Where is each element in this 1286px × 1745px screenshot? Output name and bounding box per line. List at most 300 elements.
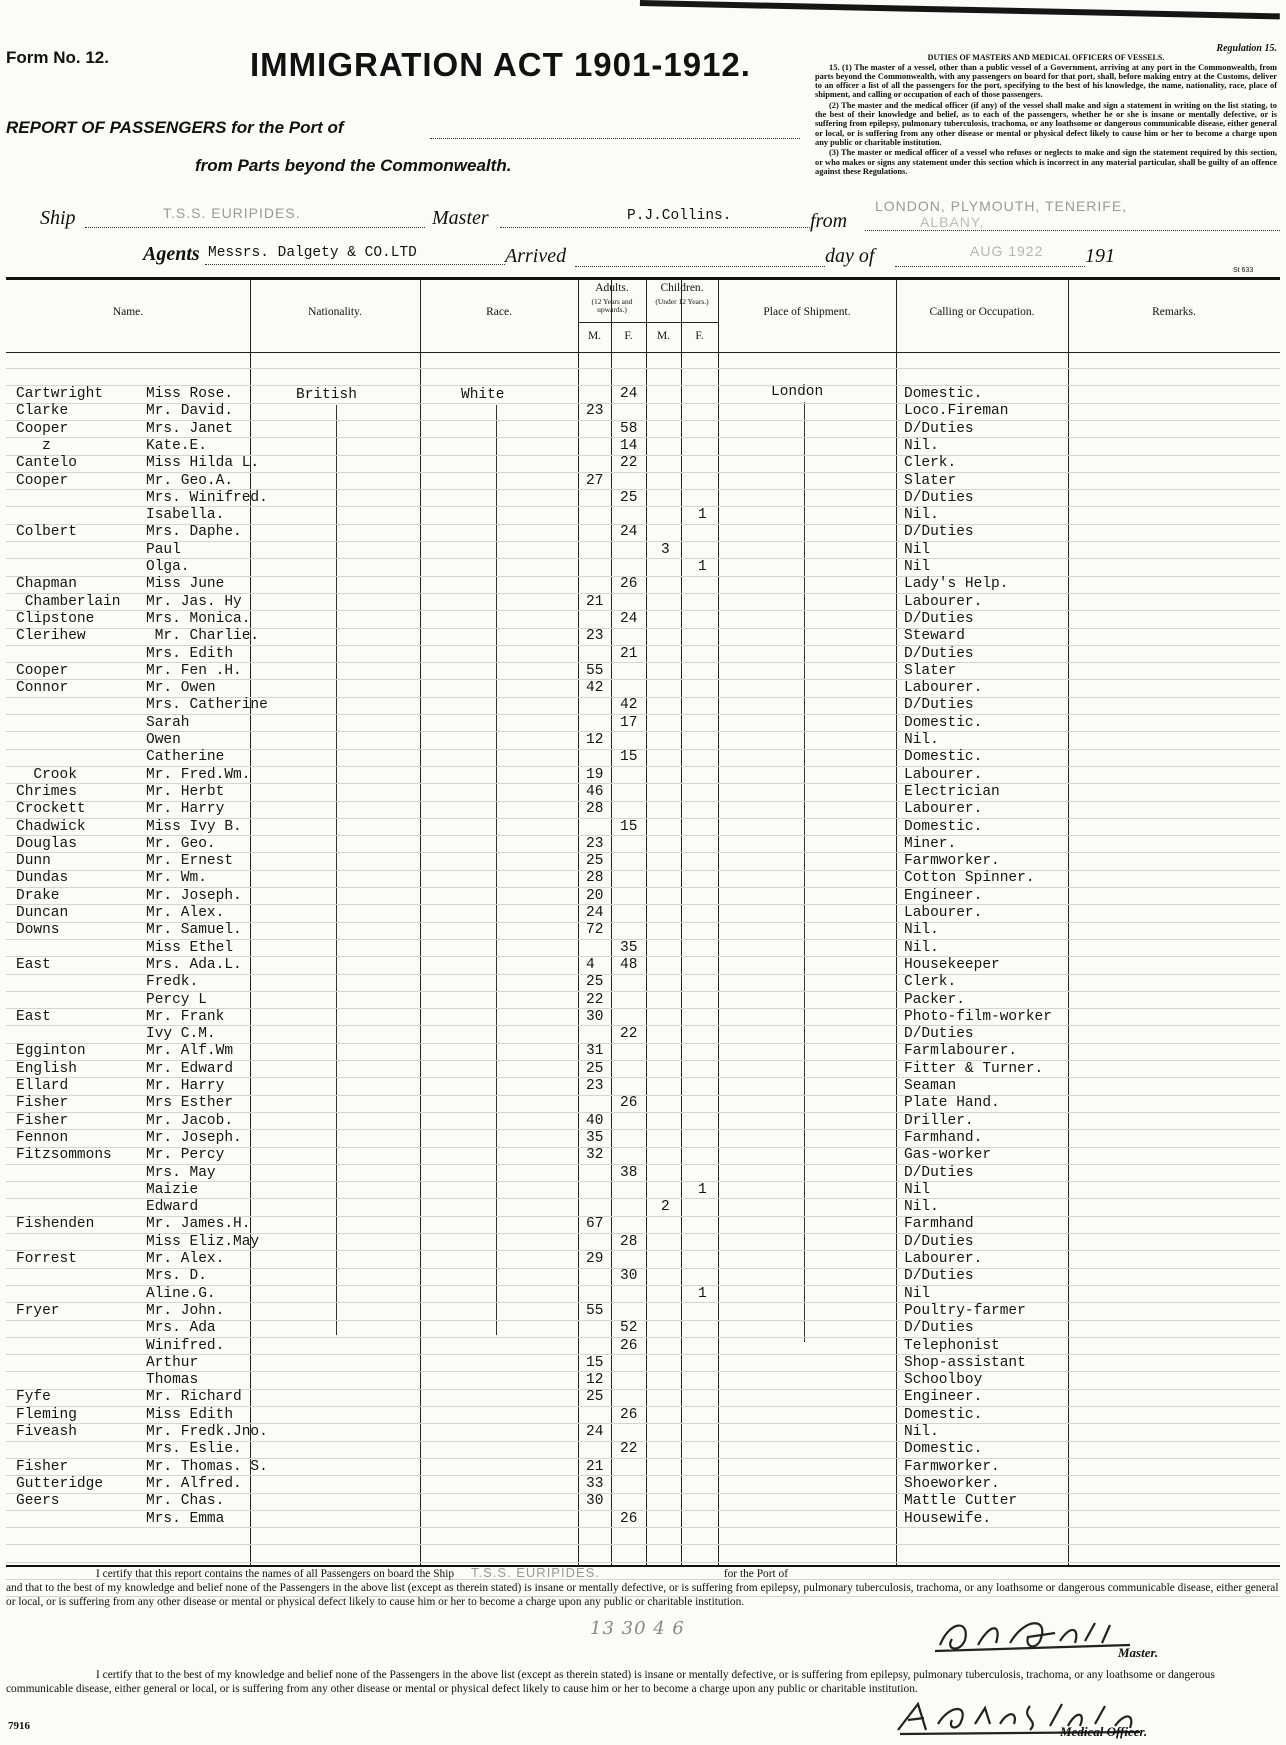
passenger-occupation: Nil. — [904, 507, 939, 524]
adult-female-age: 14 — [620, 437, 638, 454]
passenger-table — [6, 277, 1280, 1567]
passenger-given-name: Mr. John. — [146, 1302, 225, 1319]
ruled-line — [6, 1544, 1280, 1545]
passenger-given-name: Miss Rose. — [146, 386, 234, 402]
child-male-age: 2 — [661, 1199, 670, 1216]
passenger-given-name: Ivy C.M. — [146, 1026, 216, 1043]
adult-male-age: 32 — [586, 1147, 604, 1164]
adult-female-age: 25 — [620, 489, 638, 506]
from-value-2: ALBANY, — [920, 214, 985, 230]
passenger-occupation: D/Duties — [904, 420, 974, 437]
passenger-given-name: Mrs. Daphe. — [146, 524, 242, 541]
passenger-given-name: Winifred. — [146, 1337, 225, 1354]
passenger-given-name: Edward — [146, 1199, 199, 1216]
passenger-given-name: Mr. Harry — [146, 801, 225, 818]
passenger-surname: Colbert — [16, 524, 77, 541]
adult-male-age: 15 — [586, 1354, 604, 1371]
medical-officer-label: Medical Officer. — [1060, 1724, 1148, 1739]
passenger-given-name: Mr. Joseph. — [146, 1129, 242, 1146]
adult-male-age: 28 — [586, 801, 604, 818]
regulation-para-2: (2) The master and the medical officer (if any) of the vessel shall make and sign a statement in writing on the list stating, to the best of their knowledge and belief, as to each of the passengers, whether he or she is insane or mentally defective, or is suffering from epilepsy, pulmonary tuberculosis, trachoma, or any loathsome or dangerous communicable disease, either general or local, or is suffering from any other disease or mental or physical defect likely to cause him or her to become a charge upon any public or charitable institution. — [815, 100, 1277, 147]
place-col-header: Place of Shipment. — [763, 306, 851, 318]
passenger-given-name: Mr. Wm. — [146, 870, 207, 887]
adult-male-age: 23 — [586, 835, 604, 852]
ship-label: Ship — [40, 207, 76, 229]
children-subheader: (Under 12 Years.) — [655, 297, 709, 306]
passenger-occupation: Domestic. — [904, 386, 983, 402]
form-number: Form No. 12. — [6, 48, 109, 67]
passenger-given-name: Mrs. Winifred. — [146, 489, 268, 506]
adult-female-age: 48 — [620, 956, 638, 973]
passenger-given-name: Mrs. Catherine — [146, 697, 268, 714]
passenger-surname: Fisher — [16, 1095, 69, 1112]
passenger-given-name: Mr. Charlie. — [146, 628, 260, 645]
adult-male-age: 30 — [586, 1008, 604, 1025]
race-value: White — [461, 387, 505, 403]
passenger-given-name: Mr. Samuel. — [146, 922, 242, 939]
passenger-occupation: Nil — [904, 1181, 931, 1198]
top-edge-mark — [640, 0, 1280, 19]
passenger-occupation: Clerk. — [904, 455, 957, 472]
children-m-header: M. — [656, 330, 671, 342]
passenger-occupation: Mattle Cutter — [904, 1493, 1018, 1510]
adult-male-age: 20 — [586, 887, 604, 904]
passenger-given-name: Mr. James.H. — [146, 1216, 251, 1233]
adult-male-age: 22 — [586, 991, 604, 1008]
passenger-surname: Fishenden — [16, 1216, 95, 1233]
passenger-occupation: Farmworker. — [904, 1458, 1000, 1475]
adult-female-age: 17 — [620, 714, 638, 731]
adult-female-age: 52 — [620, 1320, 638, 1337]
adults-col-header: Adults. — [595, 282, 629, 294]
passenger-given-name: Miss Hilda L. — [146, 455, 260, 472]
adult-female-age: 26 — [620, 1510, 638, 1527]
dayof-label: day of — [825, 245, 875, 267]
passenger-surname: Cantelo — [16, 455, 77, 472]
calling-col-header: Calling or Occupation. — [929, 306, 1035, 318]
adult-male-age: 30 — [586, 1493, 604, 1510]
passenger-surname: English — [16, 1060, 77, 1077]
adult-female-age: 26 — [620, 1337, 638, 1354]
child-male-age: 3 — [661, 541, 670, 558]
remarks-col-header: Remarks. — [1152, 306, 1196, 318]
regulation-subheading: DUTIES OF MASTERS AND MEDICAL OFFICERS OF VESSELS. — [927, 53, 1165, 63]
passenger-occupation: Schoolboy — [904, 1372, 983, 1389]
passenger-surname: Clarke — [16, 403, 69, 420]
passenger-occupation: Domestic. — [904, 1441, 983, 1458]
adult-male-age: 40 — [586, 1112, 604, 1129]
passenger-occupation: Steward — [904, 628, 965, 645]
passenger-given-name: Mr. Harry — [146, 1078, 225, 1094]
adult-female-age: 22 — [620, 455, 638, 472]
passenger-occupation: Housewife. — [904, 1510, 992, 1527]
passenger-given-name: Mr. Fen .H. — [146, 662, 242, 679]
master-certificate — [6, 1566, 1280, 1609]
passenger-surname: Fleming — [16, 1406, 77, 1423]
passenger-surname: Drake — [16, 887, 60, 904]
adults-f-header: F. — [624, 330, 633, 342]
child-female-age: 1 — [698, 559, 707, 575]
passenger-occupation: D/Duties — [904, 1233, 974, 1250]
passenger-given-name: Mrs. Ada.L. — [146, 956, 242, 973]
agents-line — [205, 264, 505, 265]
passenger-occupation: Gas-worker — [904, 1147, 992, 1164]
adult-female-age: 26 — [620, 1095, 638, 1112]
passenger-occupation: Loco.Fireman — [904, 403, 1009, 420]
adult-male-age: 23 — [586, 628, 604, 645]
arrived-line — [575, 266, 825, 267]
passenger-given-name: Mrs. D. — [146, 1268, 207, 1285]
passenger-given-name: Mrs. Edith — [146, 645, 234, 662]
adult-female-age: 30 — [620, 1268, 638, 1285]
agents-value: Messrs. Dalgety & CO.LTD — [208, 245, 417, 261]
adult-female-age: 58 — [620, 420, 638, 437]
child-female-age: 1 — [698, 507, 707, 524]
form-title: IMMIGRATION ACT 1901-1912. — [250, 46, 751, 83]
passenger-surname: Gutteridge — [16, 1475, 104, 1492]
ditto-line-place — [804, 402, 805, 1342]
passenger-occupation: Housekeeper — [904, 956, 1000, 973]
passenger-occupation: Farmworker. — [904, 853, 1000, 870]
child-female-age: 1 — [698, 1285, 707, 1302]
passenger-occupation: Nil — [904, 559, 931, 575]
passenger-surname: Cooper — [16, 662, 69, 679]
adult-male-age: 33 — [586, 1475, 604, 1492]
ruled-line — [6, 714, 1280, 715]
master-cert-body: and that to the best of my knowledge and belief none of the Passengers in the above list (except as therein stated) is insane or mentally defective, or is suffering from epilepsy, pulmonary tuberculosis, trachoma, or any loathsome or dangerous communicable disease, either general or local, or is suffering from any other disease or mental or physical defect likely to cause him or her to become a charge upon any public or charitable institution. — [6, 1582, 1279, 1608]
passenger-occupation: Cotton Spinner. — [904, 870, 1035, 887]
year-label: 191 — [1085, 245, 1115, 267]
adult-male-age: 25 — [586, 974, 604, 991]
passenger-occupation: Domestic. — [904, 749, 983, 766]
passenger-occupation: Fitter & Turner. — [904, 1060, 1044, 1077]
passenger-occupation: Labourer. — [904, 593, 983, 610]
passenger-given-name: Mr. Joseph. — [146, 887, 242, 904]
passenger-given-name: Thomas — [146, 1372, 199, 1389]
mf-rule — [578, 322, 718, 323]
passenger-occupation: D/Duties — [904, 1268, 974, 1285]
adult-male-age: 25 — [586, 1060, 604, 1077]
passenger-occupation: D/Duties — [904, 524, 974, 541]
ship-value: T.S.S. EURIPIDES. — [163, 205, 301, 221]
master-cert-ship: T.S.S. EURIPIDES. — [470, 1565, 600, 1580]
passenger-surname: Fennon — [16, 1129, 69, 1146]
adult-male-age: 21 — [586, 1458, 604, 1475]
passenger-given-name: Percy L — [146, 991, 207, 1008]
form-code: St 633 — [1233, 267, 1254, 274]
ruled-line — [6, 558, 1280, 559]
master-line — [500, 227, 810, 228]
passenger-occupation: Telephonist — [904, 1337, 1000, 1354]
adult-female-age: 28 — [620, 1233, 638, 1250]
passenger-occupation: Labourer. — [904, 1251, 983, 1267]
passenger-surname: Cooper — [16, 472, 69, 489]
passenger-occupation: Slater — [904, 662, 957, 679]
passenger-occupation: Poultry-farmer — [904, 1302, 1026, 1319]
port-line — [430, 138, 800, 139]
passenger-given-name: Isabella. — [146, 507, 225, 524]
passenger-surname: Fisher — [16, 1458, 69, 1475]
passenger-given-name: Miss Edith — [146, 1406, 234, 1423]
header-rule — [6, 352, 1280, 353]
passenger-given-name: Mr. Geo. — [146, 835, 216, 852]
passenger-occupation: Nil. — [904, 732, 939, 748]
passenger-given-name: Mrs. Ada — [146, 1320, 216, 1337]
passenger-occupation: D/Duties — [904, 645, 974, 662]
adult-female-age: 24 — [620, 610, 638, 627]
passenger-surname: Cartwright — [16, 386, 104, 402]
adult-male-age: 72 — [586, 922, 604, 939]
medical-cert-body: I certify that to the best of my knowledge and belief none of the Passengers in the above list (except as therein stated) is insane or mentally defective, or is suffering from epilepsy, pulmonary tuberculosis, trachoma, or any loathsome or dangerous communicable disease, either general or local, or is suffering from any other disease or mental or physical defect likely to cause him or her to become a charge upon any public or charitable institution. — [6, 1669, 1215, 1695]
passenger-given-name: Olga. — [146, 559, 190, 575]
passenger-occupation: Slater — [904, 472, 957, 489]
passenger-occupation: Labourer. — [904, 766, 983, 783]
adult-male-age: 21 — [586, 593, 604, 610]
passenger-surname: Duncan — [16, 905, 69, 921]
passenger-given-name: Miss Ivy B. — [146, 818, 242, 835]
passenger-given-name: Mr. Edward — [146, 1060, 234, 1077]
print-code: 7916 — [8, 1720, 30, 1732]
passenger-given-name: Miss June — [146, 576, 225, 593]
passenger-occupation: D/Duties — [904, 610, 974, 627]
passenger-surname: Crockett — [16, 801, 86, 818]
ruled-line — [6, 731, 1280, 732]
passenger-occupation: D/Duties — [904, 1026, 974, 1043]
adult-male-age: 46 — [586, 783, 604, 800]
passenger-surname: Connor — [16, 680, 69, 697]
passenger-surname: Dunn — [16, 853, 51, 870]
passenger-given-name: Mr. Thomas. S. — [146, 1458, 268, 1475]
passenger-given-name: Mr. Owen — [146, 680, 216, 697]
adult-female-age: 26 — [620, 1406, 638, 1423]
passenger-surname: Downs — [16, 922, 60, 939]
dayof-line — [895, 266, 1085, 267]
agents-label: Agents — [143, 243, 200, 265]
from-line — [865, 230, 1280, 231]
passenger-given-name: Mr. Frank — [146, 1008, 225, 1025]
passenger-occupation: Farmlabourer. — [904, 1043, 1018, 1060]
passenger-given-name: Mr. Alfred. — [146, 1475, 242, 1492]
adult-female-age: 24 — [620, 524, 638, 541]
passenger-given-name: Mr. David. — [146, 403, 234, 420]
passenger-given-name: Mr. Fred.Wm. — [146, 766, 251, 783]
passenger-given-name: Mrs. Janet — [146, 420, 234, 437]
adult-male-age: 29 — [586, 1251, 604, 1267]
adults-m-header: M. — [587, 330, 602, 342]
adult-male-age: 24 — [586, 1424, 604, 1440]
adult-female-age: 21 — [620, 645, 638, 662]
passenger-given-name: Mr. Alex. — [146, 1251, 225, 1267]
passenger-given-name: Mr. Chas. — [146, 1493, 225, 1510]
passenger-occupation: D/Duties — [904, 1164, 974, 1181]
passenger-given-name: Aline.G. — [146, 1285, 216, 1302]
passenger-given-name: Catherine — [146, 749, 225, 766]
regulation-block — [815, 44, 1277, 177]
adult-male-age: 24 — [586, 905, 604, 921]
adult-male-age: 67 — [586, 1216, 604, 1233]
passenger-given-name: Mrs Esther — [146, 1095, 234, 1112]
adult-female-age: 15 — [620, 818, 638, 835]
passenger-surname: Chadwick — [16, 818, 86, 835]
passenger-given-name: Mrs. Monica. — [146, 610, 251, 627]
passenger-given-name: Miss Eliz.May — [146, 1233, 260, 1250]
adults-subheader: (12 Years and upwards.) — [591, 297, 633, 314]
ruled-line — [6, 1562, 1280, 1563]
passenger-surname: Fitzsommons — [16, 1147, 112, 1164]
master-value: P.J.Collins. — [627, 208, 732, 224]
passenger-occupation: Shop-assistant — [904, 1354, 1026, 1371]
passenger-given-name: Maizie — [146, 1181, 199, 1198]
adult-male-age: 55 — [586, 1302, 604, 1319]
passenger-occupation: D/Duties — [904, 697, 974, 714]
passenger-occupation: Labourer. — [904, 905, 983, 921]
passenger-occupation: Domestic. — [904, 818, 983, 835]
child-female-age: 1 — [698, 1181, 707, 1198]
passenger-given-name: Mr. Fredk.Jno. — [146, 1424, 268, 1440]
passenger-occupation: Driller. — [904, 1112, 974, 1129]
passenger-given-name: Paul — [146, 541, 181, 558]
passenger-given-name: Kate.E. — [146, 437, 207, 454]
passenger-occupation: Domestic. — [904, 1406, 983, 1423]
passenger-surname: Fisher — [16, 1112, 69, 1129]
adult-female-age: 15 — [620, 749, 638, 766]
master-label: Master. — [1118, 1645, 1159, 1660]
nationality-col-header: Nationality. — [308, 306, 362, 318]
passenger-surname: Clipstone — [16, 610, 95, 627]
passenger-given-name: Mr. Geo.A. — [146, 472, 234, 489]
from-label: from — [810, 210, 848, 232]
passenger-occupation: D/Duties — [904, 1320, 974, 1337]
regulation-para-1: 15. (1) The master of a vessel, other than a public vessel of a Government, arriving at any port in the Commonwealth, from parts beyond the Commonwealth, with any passengers on board for that port, shall, before making entry at the Customs, deliver to an officer a list of all the passengers for the port, specifying to the best of his knowledge, the name, nationality, race, place of shipment, and calling or occupation of each of those passengers. — [815, 62, 1277, 100]
adult-female-age: 22 — [620, 1441, 638, 1458]
passenger-given-name: Mr. Alf.Wm — [146, 1043, 234, 1060]
passenger-occupation: Packer. — [904, 991, 965, 1008]
passenger-occupation: Seaman — [904, 1078, 957, 1094]
passenger-surname: Cooper — [16, 420, 69, 437]
passenger-surname: Chamberlain — [16, 593, 121, 610]
report-heading: REPORT OF PASSENGERS for the Port of — [6, 118, 344, 137]
passenger-surname: Fyfe — [16, 1389, 51, 1406]
adult-male-age: 35 — [586, 1129, 604, 1146]
passenger-surname: East — [16, 1008, 51, 1025]
nationality-value: British — [296, 387, 357, 403]
passenger-occupation: Nil — [904, 1285, 931, 1302]
adult-female-age: 35 — [620, 939, 638, 956]
passenger-occupation: Plate Hand. — [904, 1095, 1000, 1112]
passenger-surname: Dundas — [16, 870, 69, 887]
passenger-surname: Forrest — [16, 1251, 77, 1267]
adult-male-age: 23 — [586, 403, 604, 420]
passenger-occupation: Nil. — [904, 922, 939, 939]
passenger-occupation: Farmhand. — [904, 1129, 983, 1146]
passenger-surname: Chrimes — [16, 783, 77, 800]
ship-line — [85, 227, 425, 228]
adult-male-age: 25 — [586, 1389, 604, 1406]
adult-male-age: 23 — [586, 1078, 604, 1094]
passenger-surname: Clerihew — [16, 628, 86, 645]
adult-male-age: 19 — [586, 766, 604, 783]
passenger-surname: Chapman — [16, 576, 77, 593]
passenger-surname: Fryer — [16, 1302, 60, 1319]
master-label: Master — [432, 207, 489, 229]
passenger-given-name: Mrs. Eslie. — [146, 1441, 242, 1458]
passenger-surname: Ellard — [16, 1078, 69, 1094]
passenger-surname: Egginton — [16, 1043, 86, 1060]
regulation-heading: Regulation 15. — [1216, 43, 1277, 54]
passenger-occupation: Nil. — [904, 437, 939, 454]
passenger-given-name: Fredk. — [146, 974, 199, 991]
adult-male-age: 31 — [586, 1043, 604, 1060]
passenger-surname: East — [16, 956, 51, 973]
ruled-line — [6, 368, 1280, 369]
passenger-occupation: Labourer. — [904, 801, 983, 818]
ruled-line — [6, 541, 1280, 542]
passenger-occupation: Domestic. — [904, 714, 983, 731]
place-value: London — [771, 384, 824, 400]
adult-male-age: 12 — [586, 1372, 604, 1389]
passenger-given-name: Mr. Alex. — [146, 905, 225, 921]
passenger-given-name: Mr. Ernest — [146, 853, 234, 870]
passenger-occupation: Labourer. — [904, 680, 983, 697]
handwritten-number: 13 30 4 6 — [590, 1618, 685, 1639]
adult-female-age: 22 — [620, 1026, 638, 1043]
passenger-occupation: Photo-film-worker — [904, 1008, 1052, 1025]
passenger-occupation: Shoeworker. — [904, 1475, 1000, 1492]
passenger-given-name: Mr. Jas. Hy — [146, 593, 242, 610]
passenger-given-name: Owen — [146, 732, 181, 748]
passenger-given-name: Mr. Jacob. — [146, 1112, 234, 1129]
passenger-given-name: Mr. Percy — [146, 1147, 225, 1164]
medical-certificate — [6, 1668, 1280, 1696]
adult-male-age: 55 — [586, 662, 604, 679]
passenger-occupation: Engineer. — [904, 1389, 983, 1406]
adult-male-age: 12 — [586, 732, 604, 748]
passenger-occupation: Nil. — [904, 939, 939, 956]
passenger-surname: Geers — [16, 1493, 60, 1510]
passenger-surname: Fiveash — [16, 1424, 77, 1440]
passenger-occupation: Electrician — [904, 783, 1000, 800]
adult-female-age: 26 — [620, 576, 638, 593]
passenger-occupation: Lady's Help. — [904, 576, 1009, 593]
name-col-header: Name. — [112, 306, 144, 318]
passenger-surname: Douglas — [16, 835, 77, 852]
master-signature — [930, 1615, 1140, 1664]
passenger-occupation: Engineer. — [904, 887, 983, 904]
adult-female-age: 24 — [620, 386, 638, 402]
adult-female-age: 38 — [620, 1164, 638, 1181]
regulation-para-3: (3) The master or medical officer of a vessel who refuses or neglects to make and sign the statement required by this section, or who makes or signs any statement under this section which is incorrect in any material particular, shall be guilty of an offence against these Regulations. — [815, 148, 1277, 176]
children-f-header: F. — [695, 330, 704, 342]
passenger-given-name: Mrs. May — [146, 1164, 216, 1181]
adult-male-age: 42 — [586, 680, 604, 697]
adult-male-age: 27 — [586, 472, 604, 489]
adult-male-age: 4 — [586, 956, 595, 973]
passenger-given-name: Sarah — [146, 714, 190, 731]
passenger-occupation: Nil. — [904, 1424, 939, 1440]
passenger-occupation: Clerk. — [904, 974, 957, 991]
passenger-given-name: Arthur — [146, 1354, 199, 1371]
passenger-surname: z — [16, 437, 51, 454]
passenger-occupation: Miner. — [904, 835, 957, 852]
passenger-occupation: D/Duties — [904, 489, 974, 506]
adult-male-age: 25 — [586, 853, 604, 870]
passenger-surname: Crook — [16, 766, 77, 783]
passenger-occupation: Nil — [904, 541, 931, 558]
passenger-given-name: Mr. Richard — [146, 1389, 242, 1406]
from-value-1: LONDON, PLYMOUTH, TENERIFE, — [875, 198, 1128, 214]
master-cert-intro: I certify that this report contains the names of all Passengers on board the Ship — [96, 1568, 455, 1580]
from-parts-heading: from Parts beyond the Commonwealth. — [195, 156, 512, 175]
